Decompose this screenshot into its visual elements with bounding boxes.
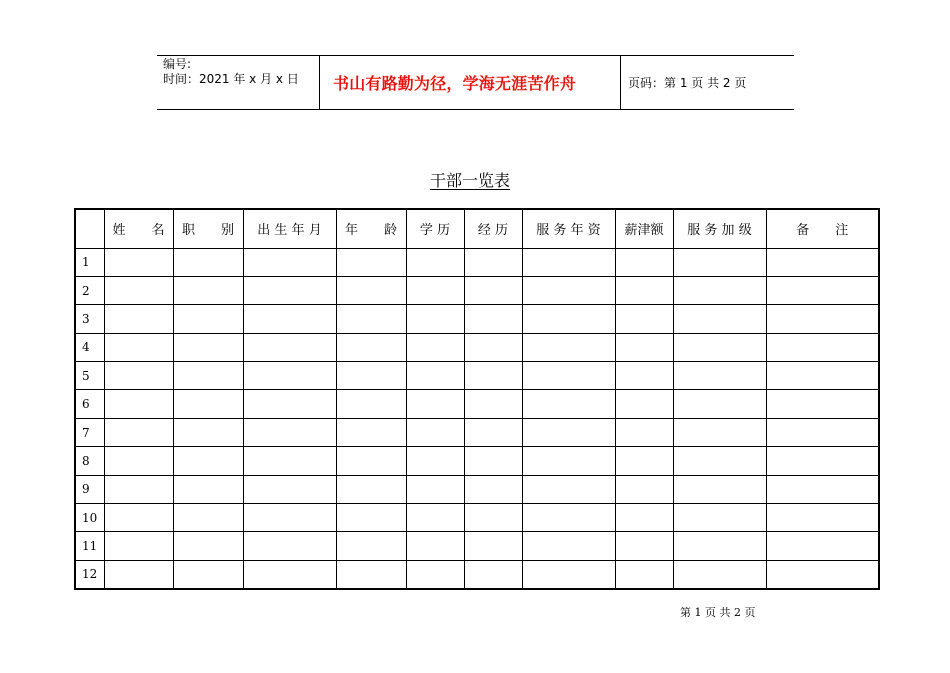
table-cell[interactable]: [406, 305, 464, 333]
header-top-rule: [157, 55, 794, 56]
table-row: [75, 447, 879, 475]
table-cell[interactable]: [406, 248, 464, 276]
table-cell[interactable]: [336, 504, 406, 532]
table-cell[interactable]: [406, 504, 464, 532]
table-cell[interactable]: [615, 475, 673, 503]
table-cell[interactable]: [104, 362, 173, 390]
table-cell[interactable]: [336, 276, 406, 304]
table-cell[interactable]: [243, 333, 336, 361]
table-cell[interactable]: [464, 532, 522, 560]
table-cell[interactable]: [243, 362, 336, 390]
table-cell[interactable]: [173, 305, 243, 333]
table-cell[interactable]: [766, 532, 879, 560]
table-cell[interactable]: [615, 532, 673, 560]
row-number: 11: [75, 532, 104, 560]
table-cell[interactable]: [173, 504, 243, 532]
table-cell[interactable]: [464, 276, 522, 304]
table-cell[interactable]: [464, 560, 522, 588]
column-header-6: [464, 209, 522, 248]
table-cell[interactable]: [406, 418, 464, 446]
table-cell[interactable]: [173, 532, 243, 560]
table-cell[interactable]: [173, 560, 243, 588]
table-cell[interactable]: [464, 248, 522, 276]
table-row: [75, 248, 879, 276]
table-cell[interactable]: [464, 362, 522, 390]
table-cell[interactable]: [464, 504, 522, 532]
column-header-1: [104, 209, 173, 248]
column-header-label: 年 龄: [344, 223, 397, 239]
table-cell[interactable]: [243, 418, 336, 446]
table-cell[interactable]: [766, 390, 879, 418]
table-cell[interactable]: [243, 305, 336, 333]
table-row: [75, 276, 879, 304]
table-row: [75, 560, 879, 588]
table-cell[interactable]: [766, 475, 879, 503]
table-cell[interactable]: [522, 248, 615, 276]
column-header-2: [173, 209, 243, 248]
table-cell[interactable]: [104, 475, 173, 503]
column-header-7: [522, 209, 615, 248]
header-bottom-rule: [157, 109, 794, 110]
table-cell[interactable]: [615, 362, 673, 390]
table-cell[interactable]: [615, 248, 673, 276]
table-cell[interactable]: [336, 248, 406, 276]
table-cell[interactable]: [615, 418, 673, 446]
table-cell[interactable]: [173, 276, 243, 304]
table-cell[interactable]: [336, 560, 406, 588]
table-cell[interactable]: [336, 305, 406, 333]
header-divider-right: [620, 55, 621, 110]
table-cell[interactable]: [173, 390, 243, 418]
column-header-0: [75, 209, 104, 248]
table-cell[interactable]: [406, 362, 464, 390]
header-divider-left: [319, 55, 320, 110]
row-number: 2: [75, 276, 104, 304]
table-cell[interactable]: [464, 305, 522, 333]
table-cell[interactable]: [406, 532, 464, 560]
column-header-4: [336, 209, 406, 248]
table-cell[interactable]: [104, 390, 173, 418]
column-header-label: 服 务 年 资: [536, 223, 601, 239]
column-header-8: [615, 209, 673, 248]
column-header-label: 薪津额: [624, 223, 664, 239]
table-cell[interactable]: [673, 418, 766, 446]
document-date-label: 时间：2021 年 x 月 x 日: [163, 72, 299, 86]
table-cell[interactable]: [615, 305, 673, 333]
table-cell[interactable]: [766, 276, 879, 304]
table-cell[interactable]: [766, 333, 879, 361]
table-cell[interactable]: [615, 504, 673, 532]
table-cell[interactable]: [464, 390, 522, 418]
table-cell[interactable]: [104, 447, 173, 475]
column-header-label: 职 别: [181, 223, 234, 239]
table-cell[interactable]: [464, 333, 522, 361]
table-cell[interactable]: [766, 504, 879, 532]
table-row: [75, 504, 879, 532]
table-cell[interactable]: [243, 390, 336, 418]
table-cell[interactable]: [615, 276, 673, 304]
table-cell[interactable]: [104, 532, 173, 560]
table-cell[interactable]: [336, 532, 406, 560]
table-cell[interactable]: [243, 532, 336, 560]
table-cell[interactable]: [673, 276, 766, 304]
column-header-label: 经 历: [477, 223, 509, 239]
table-body: [75, 248, 879, 589]
table-cell[interactable]: [766, 560, 879, 588]
table-cell[interactable]: [173, 475, 243, 503]
table-cell[interactable]: [673, 532, 766, 560]
column-header-5: [406, 209, 464, 248]
row-number: 7: [75, 418, 104, 446]
table-cell[interactable]: [336, 447, 406, 475]
table-cell[interactable]: [464, 447, 522, 475]
table-cell[interactable]: [522, 362, 615, 390]
table-cell[interactable]: [522, 305, 615, 333]
header-motto: 书山有路勤为径，学海无涯苦作舟: [333, 74, 577, 93]
table-cell[interactable]: [243, 504, 336, 532]
table-cell[interactable]: [766, 248, 879, 276]
cadre-list-table: [74, 208, 880, 590]
table-cell[interactable]: [766, 418, 879, 446]
table-cell[interactable]: [522, 390, 615, 418]
row-number: 4: [75, 333, 104, 361]
table-cell[interactable]: [406, 276, 464, 304]
document-number-label: 编号:: [163, 57, 192, 71]
table-cell[interactable]: [673, 475, 766, 503]
column-header-3: [243, 209, 336, 248]
table-cell[interactable]: [104, 305, 173, 333]
table-row: [75, 305, 879, 333]
table-cell[interactable]: [104, 560, 173, 588]
column-header-label: 学 历: [419, 223, 451, 239]
column-header-9: [673, 209, 766, 248]
table-cell[interactable]: [615, 560, 673, 588]
table-cell[interactable]: [766, 447, 879, 475]
table-row: [75, 390, 879, 418]
table-cell[interactable]: [673, 390, 766, 418]
table-cell[interactable]: [104, 248, 173, 276]
table-cell[interactable]: [406, 475, 464, 503]
table-cell[interactable]: [464, 418, 522, 446]
table-cell[interactable]: [522, 333, 615, 361]
page-footer: 第 1 页 共 2 页: [680, 606, 756, 619]
table-cell[interactable]: [406, 390, 464, 418]
table-cell[interactable]: [673, 362, 766, 390]
row-number: 8: [75, 447, 104, 475]
table-cell[interactable]: [673, 560, 766, 588]
table-cell[interactable]: [336, 362, 406, 390]
row-number: 3: [75, 305, 104, 333]
column-header-label: 姓 名: [112, 223, 165, 239]
table-cell[interactable]: [522, 560, 615, 588]
table-cell[interactable]: [615, 447, 673, 475]
table-cell[interactable]: [406, 447, 464, 475]
table-cell[interactable]: [104, 333, 173, 361]
table-row: [75, 333, 879, 361]
table-cell[interactable]: [406, 560, 464, 588]
table-cell[interactable]: [522, 504, 615, 532]
table-cell[interactable]: [173, 333, 243, 361]
column-header-label: 出 生 年 月: [257, 223, 322, 239]
table-cell[interactable]: [766, 362, 879, 390]
table-cell[interactable]: [522, 276, 615, 304]
table-cell[interactable]: [243, 560, 336, 588]
table-cell[interactable]: [522, 447, 615, 475]
table-row: [75, 362, 879, 390]
row-number: 6: [75, 390, 104, 418]
table-cell[interactable]: [173, 418, 243, 446]
table-cell[interactable]: [673, 333, 766, 361]
row-number: 10: [75, 504, 104, 532]
table-cell[interactable]: [243, 475, 336, 503]
table-row: [75, 475, 879, 503]
table-header-row: [75, 209, 879, 248]
row-number: 1: [75, 248, 104, 276]
table-cell[interactable]: [336, 475, 406, 503]
table-cell[interactable]: [673, 248, 766, 276]
table-cell[interactable]: [336, 418, 406, 446]
table-title: 干部一览表: [430, 171, 511, 190]
row-number: 9: [75, 475, 104, 503]
table-cell[interactable]: [464, 475, 522, 503]
column-header-label: 备 注: [796, 223, 849, 239]
table-cell[interactable]: [522, 418, 615, 446]
table-cell[interactable]: [615, 390, 673, 418]
table-cell[interactable]: [104, 418, 173, 446]
column-header-label: 服 务 加 级: [687, 223, 752, 239]
header-page-info: 页码：第 1 页 共 2 页: [628, 76, 747, 90]
table-row: [75, 418, 879, 446]
table-cell[interactable]: [522, 475, 615, 503]
table-cell[interactable]: [673, 504, 766, 532]
table-cell[interactable]: [336, 333, 406, 361]
row-number: 12: [75, 560, 104, 588]
table-cell[interactable]: [766, 305, 879, 333]
table-cell[interactable]: [615, 333, 673, 361]
table-cell[interactable]: [243, 447, 336, 475]
table-cell[interactable]: [243, 248, 336, 276]
table-cell[interactable]: [522, 532, 615, 560]
table-cell[interactable]: [104, 276, 173, 304]
table-cell[interactable]: [406, 333, 464, 361]
table-cell[interactable]: [336, 390, 406, 418]
table-cell[interactable]: [673, 305, 766, 333]
table-row: [75, 532, 879, 560]
table-cell[interactable]: [173, 362, 243, 390]
table-cell[interactable]: [243, 276, 336, 304]
table-cell[interactable]: [104, 504, 173, 532]
table-cell[interactable]: [673, 447, 766, 475]
column-header-10: [766, 209, 879, 248]
table-cell[interactable]: [173, 248, 243, 276]
table-cell[interactable]: [173, 447, 243, 475]
row-number: 5: [75, 362, 104, 390]
